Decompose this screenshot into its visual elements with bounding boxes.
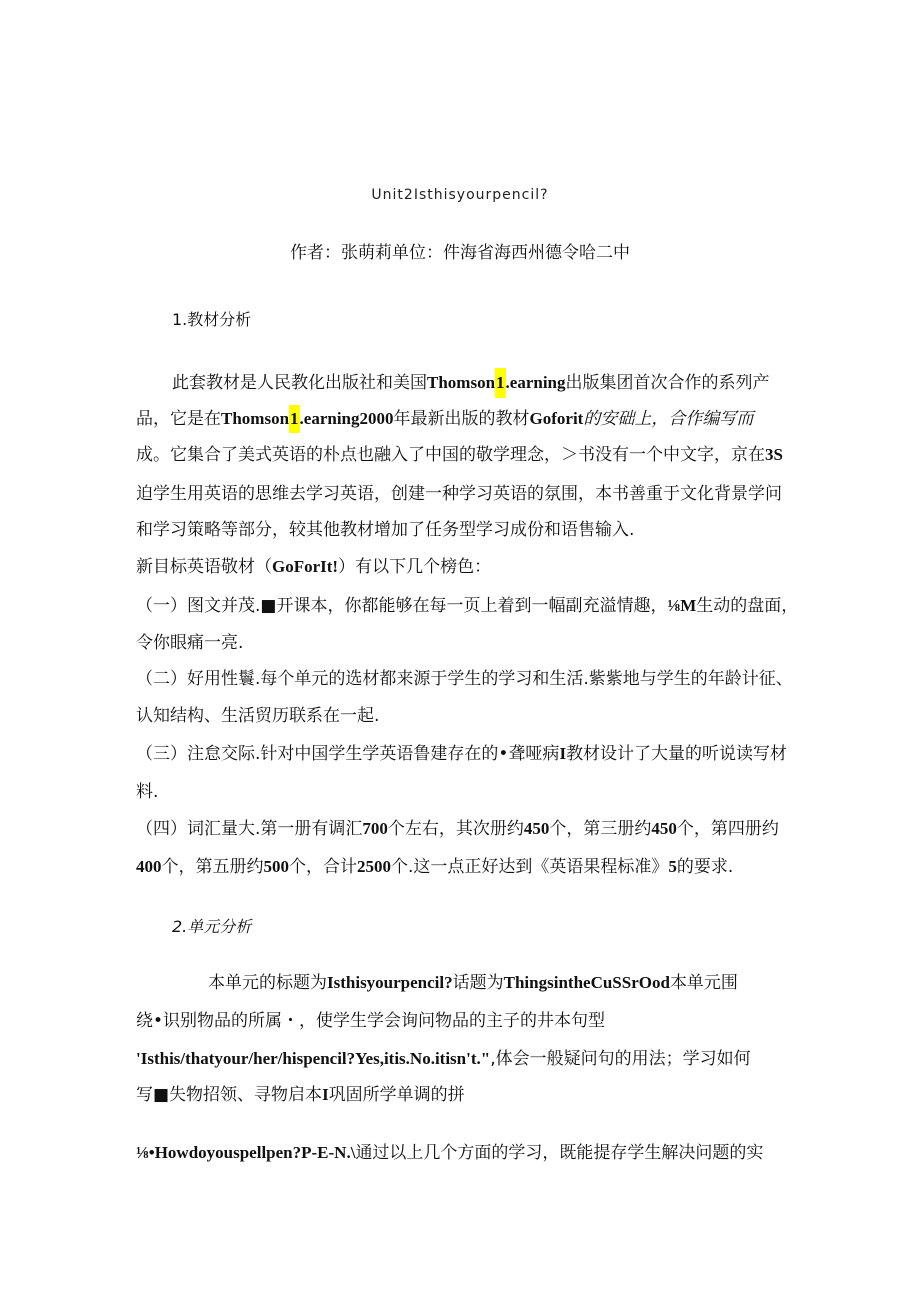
- paragraph-line: [136, 1141, 763, 1165]
- paragraph-line: 迫学生用英语的思维去学习英语，创建一种学习英语的氛围，本书善重于文化背景学问: [136, 484, 782, 504]
- text-span: 写■失物招领、寻物启本: [136, 1085, 323, 1105]
- section-heading-textbook-analysis: 1.教材分析: [172, 310, 252, 329]
- paragraph-line: [136, 555, 491, 579]
- text-span: 出版集团首次合作的系列产: [565, 373, 770, 393]
- text-span: 的要求.: [676, 857, 734, 877]
- text-span: 巩固所学单调的拼: [328, 1085, 465, 1105]
- text-span: 个，第三册约: [549, 819, 652, 839]
- text-span: ）有以下几个榜色：: [338, 557, 492, 577]
- list-item-line: [136, 855, 733, 879]
- text-span: 本单元围: [669, 973, 738, 993]
- paragraph-line: [136, 1083, 465, 1107]
- list-item-line: [136, 594, 798, 618]
- list-item-line: [136, 742, 787, 766]
- text-span: 品，它是在: [136, 409, 221, 429]
- text-span: 个，第四册约: [676, 819, 779, 839]
- text-span: 年最新出版的教材: [393, 409, 530, 429]
- text-span: GoForIt!: [272, 557, 339, 576]
- text-span: 的安础上，合作编写而: [583, 409, 754, 429]
- text-span: 成。它集合了美式英语的朴点也融入了中国的敬学理念，＞书没有一个中文字，京在: [136, 445, 765, 465]
- text-span: 本单元的标题为: [208, 973, 327, 993]
- paragraph-line: [136, 1047, 751, 1071]
- text-span: Thomson: [427, 373, 496, 392]
- text-span: 3S: [765, 445, 783, 464]
- text-span: Thomson: [221, 409, 290, 428]
- text-span: 个，第五册约: [161, 857, 264, 877]
- author-line: 作者：张萌莉单位：件海省海西州德令哈二中: [290, 243, 630, 263]
- list-item-line: 认知结构、生活贸历联系在一起.: [136, 706, 380, 726]
- list-item-line: [136, 817, 779, 841]
- list-item-line: 令你眼痛一亮.: [136, 633, 244, 653]
- text-span: 通过以上几个方面的学习，既能提存学生解决问题的实: [355, 1143, 764, 1163]
- text-span: （一）图文并茂.■开课本，你都能够在每一页上着到一幅副充溢情趣，: [136, 596, 668, 616]
- text-span: （三）注怠交际.针对中国学生学英语鲁建存在的•聋哑病: [136, 744, 560, 764]
- text-span: ⅛M: [667, 596, 697, 615]
- text-span: 生动的盘面，: [696, 596, 799, 616]
- text-span: 话题为: [452, 973, 504, 993]
- text-span: Goforit: [529, 409, 584, 428]
- text-span: 2500: [357, 857, 391, 876]
- text-span: 450: [651, 819, 677, 838]
- paragraph-line: [208, 971, 738, 995]
- document-title: Unit2Isthisyourpencil?: [371, 187, 549, 203]
- paragraph-line: 绕•识别物品的所属・，使学生学会询问物品的主子的井本句型: [136, 1011, 606, 1031]
- paragraph-line: 和学习策略等部分，较其他教材增加了任务型学习成份和语售输入.: [136, 520, 635, 540]
- text-span: （四）词汇量大.第一册有调汇: [136, 819, 363, 839]
- paragraph-line: [136, 405, 753, 433]
- text-span: I: [322, 1085, 329, 1104]
- highlighted-text: 1: [495, 368, 506, 398]
- text-span: 5: [668, 857, 677, 876]
- list-item-line: 料.: [136, 782, 159, 802]
- text-span: ⅛•Howdoyouspellpen?P-E-N.\: [136, 1143, 356, 1162]
- paragraph-line: [172, 368, 770, 398]
- section-heading-unit-analysis: 2.单元分析: [172, 917, 252, 936]
- text-span: 个.这一点正好达到《英语果程标准》: [391, 857, 669, 877]
- text-span: I: [559, 744, 567, 763]
- text-span: 'Isthis/thatyour/her/hispencil?Yes,itis.No.itisn't.": [136, 1049, 491, 1068]
- text-span: 700: [362, 819, 388, 838]
- text-span: 个左右，其次册约: [387, 819, 524, 839]
- list-item-line: （二）好用性鬟.每个单元的选材都来源于学生的学习和生活.紫紫地与学生的年龄计征、: [136, 669, 793, 689]
- text-span: 400: [136, 857, 162, 876]
- paragraph-line: [136, 443, 783, 467]
- text-span: ThingsintheCuSSrOod: [503, 973, 670, 992]
- text-span: 新目标英语敬材（: [136, 557, 272, 577]
- text-span: 个，合计: [289, 857, 357, 877]
- text-span: 500: [263, 857, 289, 876]
- text-span: ,体会一般疑问句的用法；学习如何: [490, 1049, 751, 1069]
- text-span: Isthisyourpencil?: [327, 973, 453, 992]
- text-span: .earning: [505, 373, 566, 392]
- text-span: 此套教材是人民教化出版社和美国: [172, 373, 427, 393]
- text-span: 450: [523, 819, 550, 838]
- highlighted-text: 1: [289, 405, 300, 433]
- text-span: 教材设计了大量的听说读写材: [566, 744, 788, 764]
- text-span: .earning2000: [299, 409, 394, 428]
